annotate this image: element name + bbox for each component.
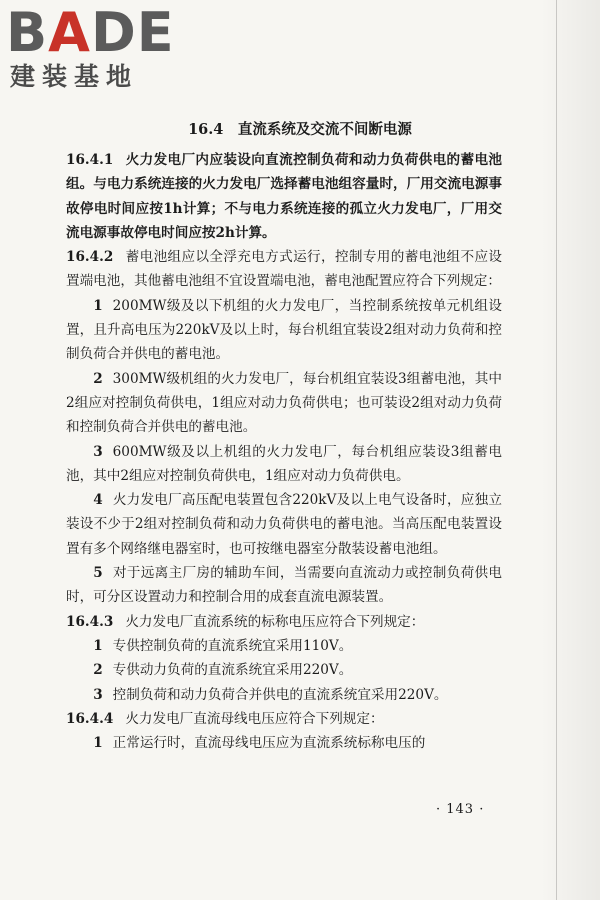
item-number: 1 <box>93 637 103 654</box>
list-item <box>66 561 502 610</box>
bade-logo <box>6 1 182 100</box>
item-text: 200MW级及以下机组的火力发电厂，当控制系统按单元机组设置，且升高电压为220kV及以上时，每台机组宜装设2组对动力负荷和控制负荷合并供电的蓄电池。 <box>66 297 502 363</box>
logo-subtitle: 建装基地 <box>10 62 139 91</box>
clause-text: 火力发电厂内应装设向直流控制负荷和动力负荷供电的蓄电池组。与电力系统连接的火力发电厂选择蓄电池组容量时，厂用交流电源事故停电时间应按1h计算；不与电力系统连接的孤立火力发电厂，厂用交流电源事故停电时间应按2h计算。 <box>66 152 502 241</box>
clause-number: 16.4.4 <box>66 710 114 727</box>
list-item <box>66 367 502 440</box>
item-number: 3 <box>93 443 103 460</box>
item-text: 专供动力负荷的直流系统宜采用220V。 <box>112 662 353 679</box>
item-number: 4 <box>93 492 103 509</box>
item-number: 3 <box>93 686 103 703</box>
item-text: 600MW级及以上机组的火力发电厂，每台机组应装设3组蓄电池，其中2组应对控制负荷供电，1组应对动力负荷供电。 <box>66 443 502 484</box>
document-body <box>66 148 502 755</box>
clause-16-4-3 <box>66 610 502 634</box>
clause-16-4-1 <box>66 148 502 245</box>
list-item <box>66 683 502 707</box>
clause-16-4-4 <box>66 707 502 731</box>
list-item <box>66 294 502 367</box>
clause-text: 蓄电池组应以全浮充电方式运行，控制专用的蓄电池组不应设置端电池，其他蓄电池组不宜设置端电池，蓄电池配置应符合下列规定： <box>66 249 502 290</box>
section-title: 16.4 直流系统及交流不间断电源 <box>188 121 412 138</box>
item-text: 正常运行时，直流母线电压应为直流系统标称电压的 <box>112 735 426 752</box>
item-text: 对于远离主厂房的辅助车间，当需要向直流动力或控制负荷供电时，可分区设置动力和控制合用的成套直流电源装置。 <box>66 565 502 606</box>
list-item <box>66 488 502 561</box>
logo-letters-de: DE <box>90 1 175 64</box>
item-number: 2 <box>93 662 103 679</box>
item-number: 1 <box>93 297 103 314</box>
clause-number: 16.4.2 <box>66 249 114 266</box>
list-item <box>66 634 502 658</box>
list-item <box>66 731 502 755</box>
item-text: 火力发电厂高压配电装置包含220kV及以上电气设备时，应独立装设不少于2组对控制负荷和动力负荷供电的蓄电池。当高压配电装置设置有多个网络继电器室时，也可按继电器室分散装设蓄电池组。 <box>66 492 502 557</box>
item-number: 5 <box>93 565 103 582</box>
clause-16-4-2 <box>66 245 502 294</box>
clause-text: 火力发电厂直流系统的标称电压应符合下列规定： <box>125 613 425 630</box>
item-text: 专供控制负荷的直流系统宜采用110V。 <box>112 637 353 654</box>
list-item <box>66 440 502 489</box>
logo-letter-a-accent: A <box>48 1 91 64</box>
item-number: 2 <box>93 370 103 387</box>
clause-text: 火力发电厂直流母线电压应符合下列规定： <box>125 710 384 727</box>
clause-number: 16.4.3 <box>66 613 114 630</box>
list-item <box>66 658 502 682</box>
clause-number: 16.4.1 <box>66 152 114 168</box>
item-text: 300MW级机组的火力发电厂，每台机组宜装设3组蓄电池，其中2组应对控制负荷供电，1组应对动力负荷供电；也可装设2组对动力负荷和控制负荷合并供电的蓄电池。 <box>66 370 502 436</box>
logo-wordmark <box>6 1 182 64</box>
logo-letter-b: B <box>6 1 49 64</box>
page-number: · 143 · <box>436 802 485 817</box>
item-text: 控制负荷和动力负荷合并供电的直流系统宜采用220V。 <box>112 686 448 703</box>
item-number: 1 <box>93 735 103 752</box>
